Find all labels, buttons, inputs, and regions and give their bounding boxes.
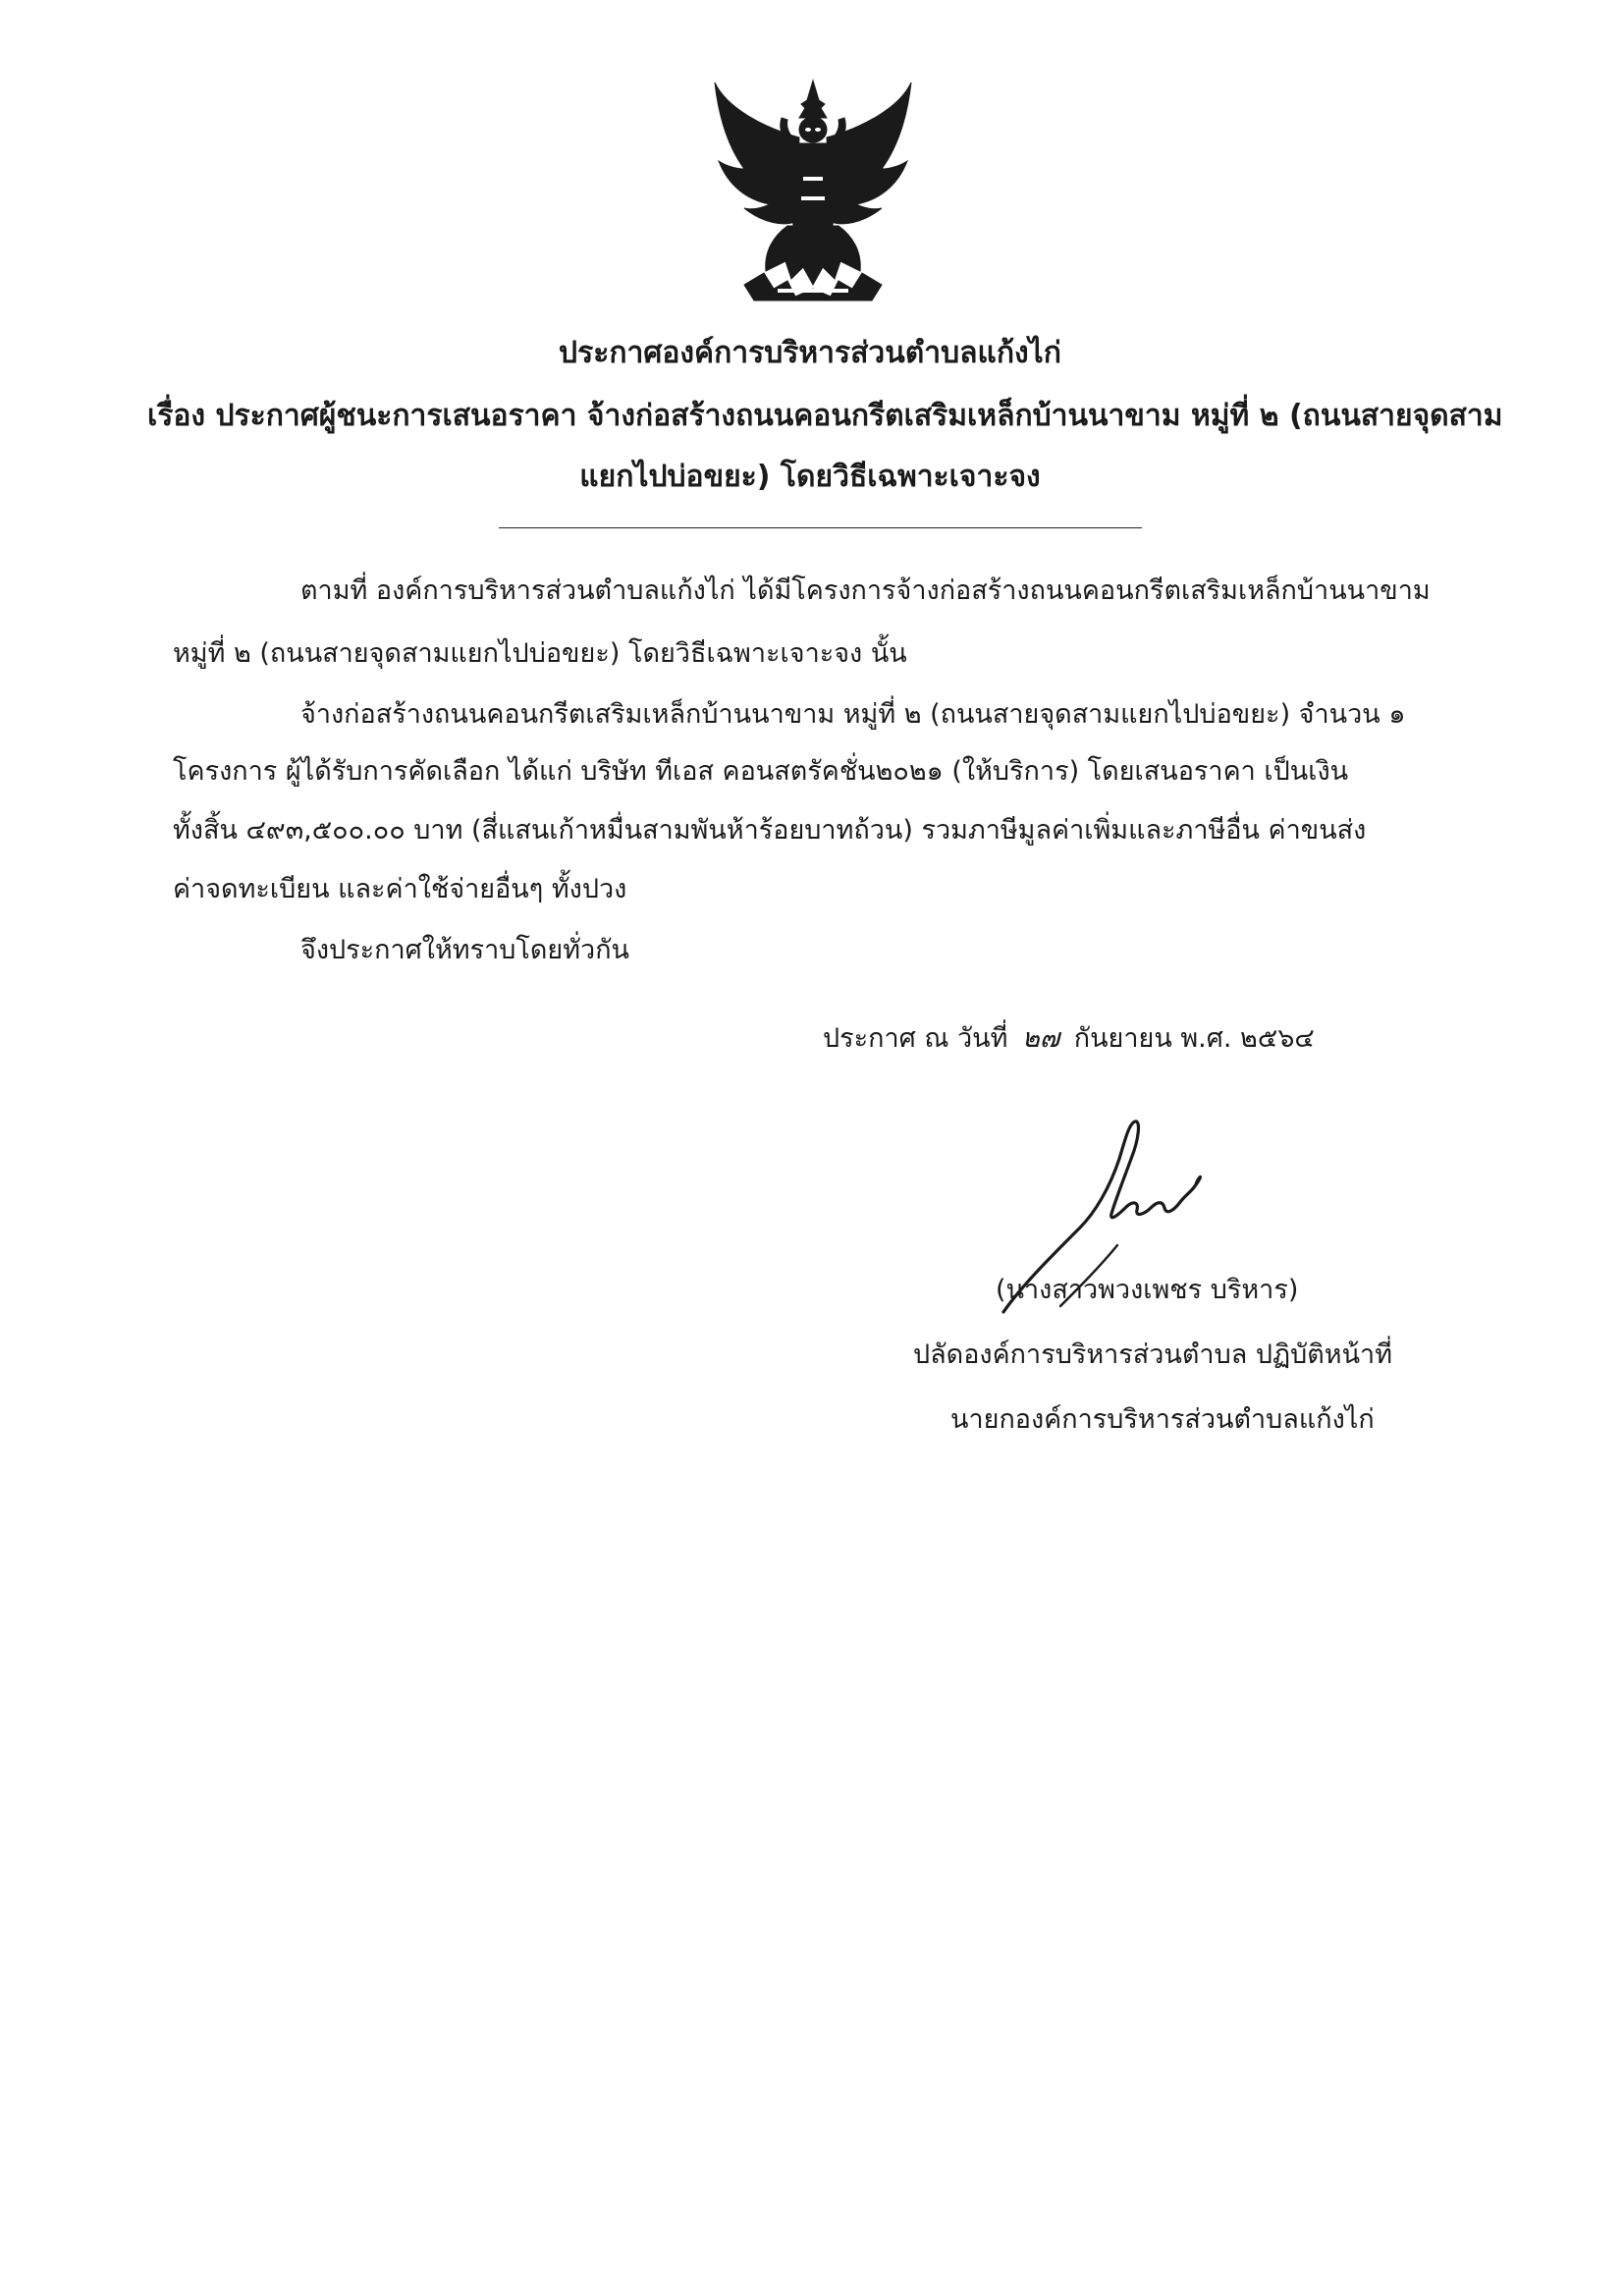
signatory-name: (นางสาวพวงเพชร บริหาร) [996, 1275, 1299, 1305]
paragraph-1-line-1: ตามที่ องค์การบริหารส่วนตำบลแก้งไก่ ได้มีโครงการจ้างก่อสร้างถนนคอนกรีตเสริมเหล็กบ้านนาขาม [300, 575, 1431, 606]
closing-statement: จึงประกาศให้ทราบโดยทั่วกัน [300, 935, 629, 965]
date-day: ๒๗ [1022, 1023, 1060, 1054]
paragraph-2-line-3: ทั้งสิ้น ๔๙๓,๕๐๐.๐๐ บาท (สี่แสนเก้าหมื่นสามพันห้าร้อยบาทถ้วน) รวมภาษีมูลค่าเพิ่มและภาษีอื่น ค่าขนส่ง [173, 815, 1367, 846]
announcement-subject: เรื่อง ประกาศผู้ชนะการเสนอราคา จ้างก่อสร้างถนนคอนกรีตเสริมเหล็กบ้านนาขาม หมู่ที่ ๒ (ถนนสายจุดสาม [147, 399, 1503, 433]
date-month-year: กันยายน พ.ศ. ๒๕๖๔ [1073, 1023, 1315, 1054]
paragraph-2-line-1: จ้างก่อสร้างถนนคอนกรีตเสริมเหล็กบ้านนาขาม หมู่ที่ ๒ (ถนนสายจุดสามแยกไปบ่อขยะ) จำนวน ๑ [300, 699, 1406, 730]
paragraph-2-line-4: ค่าจดทะเบียน และค่าใช้จ่ายอื่นๆ ทั้งปวง [173, 874, 627, 904]
title-divider [499, 527, 1142, 528]
garuda-emblem-icon [705, 79, 921, 314]
paragraph-1-line-2: หมู่ที่ ๒ (ถนนสายจุดสามแยกไปบ่อขยะ) โดยวิธีเฉพาะเจาะจง นั้น [173, 638, 907, 669]
announcement-title: ประกาศองค์การบริหารส่วนตำบลแก้งไก่ [559, 336, 1061, 370]
signatory-position-1: ปลัดองค์การบริหารส่วนตำบล ปฏิบัติหน้าที่ [913, 1339, 1393, 1370]
signatory-position-2: นายกองค์การบริหารส่วนตำบลแก้งไก่ [950, 1404, 1375, 1435]
announcement-subject-continued: แยกไปบ่อขยะ) โดยวิธีเฉพาะเจาะจง [579, 460, 1041, 494]
date-prefix: ประกาศ ณ วันที่ [823, 1023, 1008, 1054]
paragraph-2-line-2: โครงการ ผู้ได้รับการคัดเลือก ได้แก่ บริษัท ทีเอส คอนสตรัคชั่น๒๐๒๑ (ให้บริการ) โดยเสนอราคา เป็นเงิน [173, 756, 1349, 787]
announcement-date [823, 1021, 1315, 1057]
